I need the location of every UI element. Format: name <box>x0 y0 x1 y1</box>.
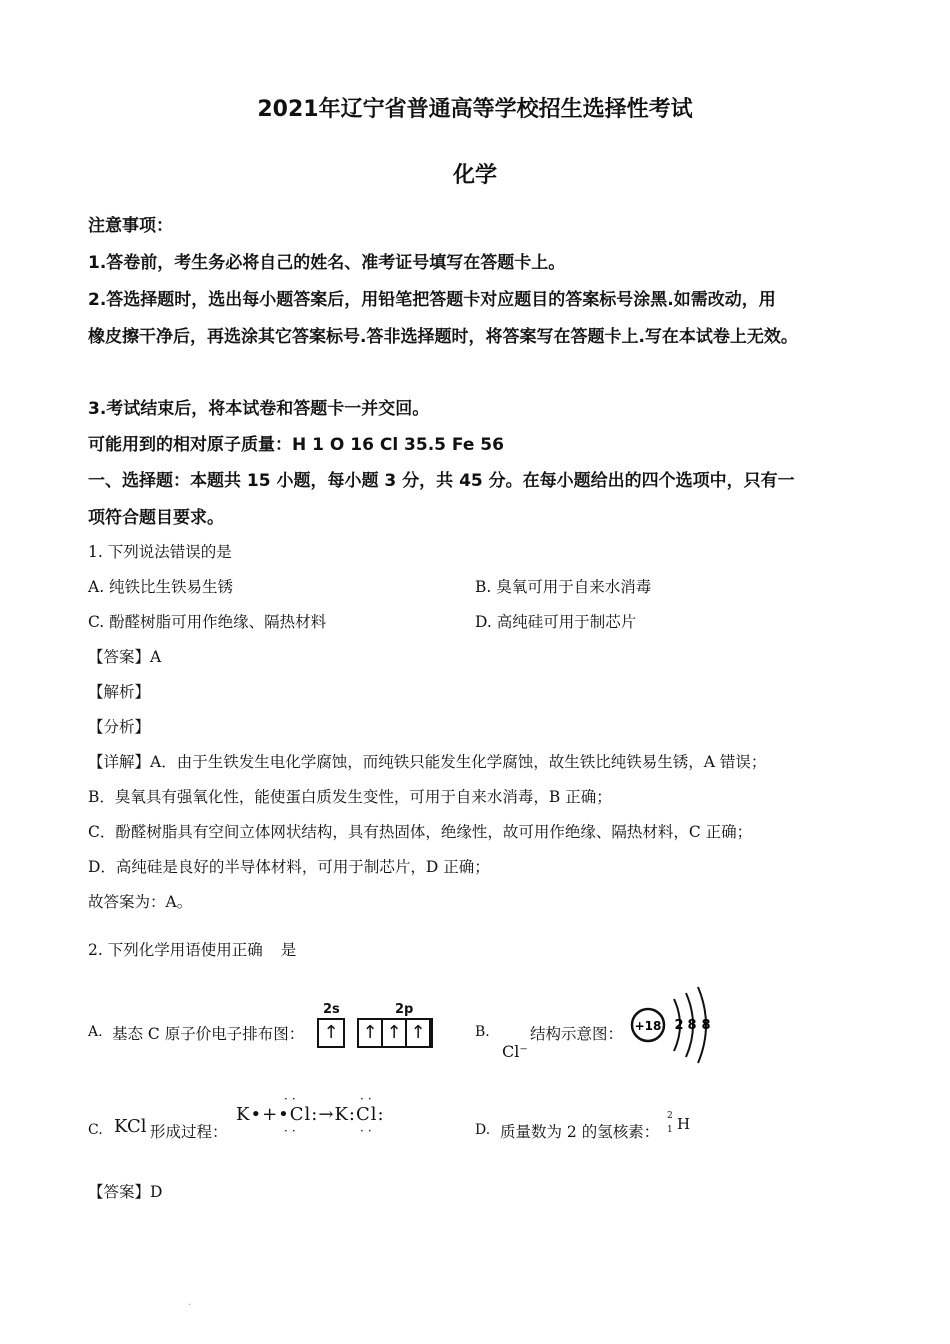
q1-detail-b: B．臭氧具有强氧化性，能使蛋白质发生变性，可用于自来水消毒，B 正确； <box>88 788 612 806</box>
electron-dots: ·· <box>360 1124 376 1138</box>
electron-dots: ·· <box>284 1092 300 1106</box>
q2-option-b-ion: Cl⁻ <box>502 1042 528 1061</box>
notice-item-1: 1.答卷前，考生务必将自己的姓名、准考证号填写在答题卡上。 <box>88 253 566 273</box>
kcl-formation-equation: K•+•Cl:→K:Cl: <box>236 1104 385 1125</box>
orbital-box-2s <box>317 1018 345 1048</box>
orbital-label-2s: 2s <box>323 1002 340 1017</box>
electron-dots: ·· <box>284 1124 300 1138</box>
q2-option-a-letter: A. <box>88 1024 103 1040</box>
q2-stem <box>88 938 296 960</box>
nuclide-atomic-number: 1 <box>667 1125 673 1135</box>
electron-arrow: ↑ <box>323 1022 339 1043</box>
notice-item-3: 3.考试结束后，将本试卷和答题卡一并交回。 <box>88 399 430 419</box>
q1-fenxi: 【分析】 <box>88 718 151 736</box>
nuclide-symbol: H <box>677 1115 691 1133</box>
q2-stem-post: 是 <box>280 941 297 959</box>
q2-option-b-text: 结构示意图： <box>530 1025 624 1043</box>
q2-option-d-text: 质量数为 2 的氢核素： <box>500 1123 660 1141</box>
q1-option-c: C. 酚醛树脂可用作绝缘、隔热材料 <box>88 613 327 631</box>
atomic-structure-diagram <box>628 985 718 1065</box>
q2-stem-pre: 2. 下列化学用语使用正确 <box>88 941 263 959</box>
q2-option-c-formula: KCl <box>114 1116 147 1137</box>
q2-option-a-text: 基态 C 原子价电子排布图： <box>112 1025 305 1043</box>
page-title: 2021年辽宁省普通高等学校招生选择性考试 <box>257 97 693 122</box>
electron-arrow: ↑ <box>407 1020 431 1046</box>
q2-option-d-letter: D. <box>475 1122 491 1138</box>
shell-electron-count: 8 <box>687 1018 697 1033</box>
nucleus-charge: +18 <box>634 1019 662 1033</box>
q1-stem: 1. 下列说法错误的是 <box>88 543 232 561</box>
electron-arrow: ↑ <box>359 1020 383 1046</box>
notice-item-2-line2: 橡皮擦干净后，再选涂其它答案标号.答非选择题时，将答案写在答题卡上.写在本试卷上无效。 <box>88 327 798 347</box>
q1-option-b: B. 臭氧可用于自来水消毒 <box>475 578 652 596</box>
orbital-label-2p: 2p <box>395 1002 414 1017</box>
q1-conclusion: 故答案为：A。 <box>88 893 193 911</box>
q2-answer: 【答案】D <box>88 1183 163 1201</box>
section-heading-line1: 一、选择题：本题共 15 小题，每小题 3 分，共 45 分。在每小题给出的四个选项中，只有一 <box>88 471 795 491</box>
section-heading-line2: 项符合题目要求。 <box>88 508 224 528</box>
q1-detail-d: D．高纯硅是良好的半导体材料，可用于制芯片，D 正确； <box>88 858 490 876</box>
q2-option-b-letter: B. <box>475 1024 490 1040</box>
q1-answer: 【答案】A <box>88 648 162 666</box>
orbital-box-2p <box>357 1018 433 1048</box>
subject-title: 化学 <box>452 163 497 188</box>
q1-detail-c: C．酚醛树脂具有空间立体网状结构，具有热固体，绝缘性，故可用作绝缘、隔热材料，C 正确； <box>88 823 753 841</box>
notice-heading: 注意事项： <box>88 216 173 236</box>
q2-option-c-letter: C. <box>88 1122 103 1138</box>
atomic-mass-line: 可能用到的相对原子质量：H 1 O 16 Cl 35.5 Fe 56 <box>88 435 504 455</box>
orbital-diagram <box>315 1004 460 1064</box>
nuclide-mass-number: 2 <box>667 1111 673 1121</box>
footer-mark: · <box>188 1300 192 1311</box>
q1-option-a: A. 纯铁比生铁易生锈 <box>88 578 234 596</box>
q2-option-c-text: 形成过程： <box>150 1123 228 1141</box>
q1-detail-a: 【详解】A．由于生铁发生电化学腐蚀，而纯铁只能发生化学腐蚀，故生铁比纯铁易生锈，A 错误； <box>88 753 767 771</box>
q1-jiexi: 【解析】 <box>88 683 151 701</box>
electron-arrow: ↑ <box>383 1020 407 1046</box>
electron-dots: ·· <box>360 1092 376 1106</box>
shell-electron-count: 2 <box>674 1018 684 1033</box>
notice-item-2-line1: 2.答选择题时，选出每小题答案后，用铅笔把答题卡对应题目的答案标号涂黑.如需改动，用 <box>88 290 776 310</box>
shell-electron-count: 8 <box>701 1018 711 1033</box>
q1-option-d: D. 高纯硅可用于制芯片 <box>475 613 637 631</box>
